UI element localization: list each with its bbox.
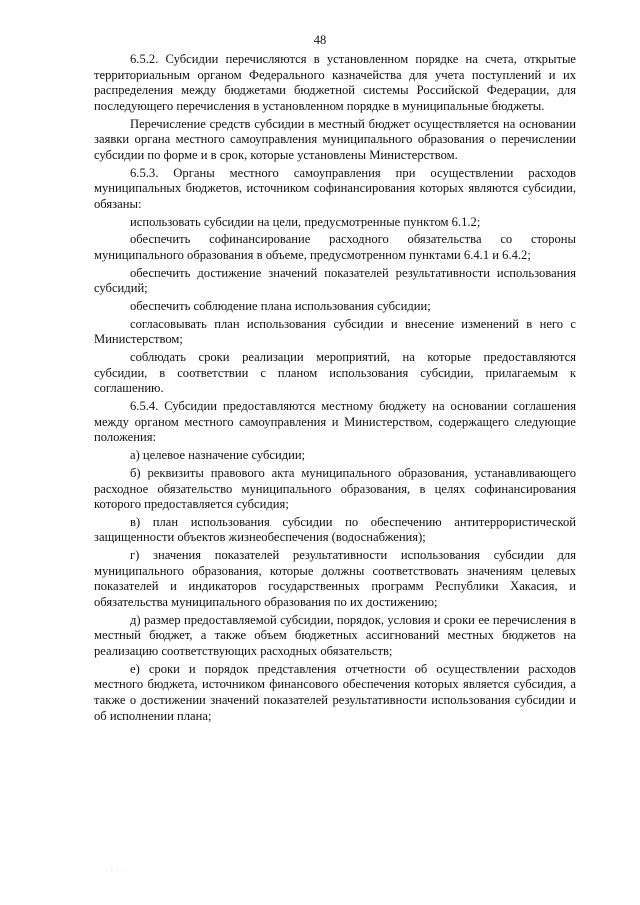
- obligation-item: обеспечить софинансирование расходного обязательства со стороны муниципального образования в объеме, предусмотренном пунктами 6.4.1 и 6.4.2;: [94, 232, 576, 262]
- obligation-item: использовать субсидии на цели, предусмотренные пунктом 6.1.2;: [130, 214, 481, 229]
- paragraph-transfer: Перечисление средств субсидии в местный бюджет осуществляется на основании заявки органа местного самоуправления муниципального образования о перечислении субсидии по форме и в срок, которые установлены Министерством.: [94, 116, 576, 162]
- obligation-item: обеспечить соблюдение плана использования субсидии;: [130, 299, 431, 314]
- agreement-provision: г) значения показателей результативности использования субсидии для муниципального образования, которые должны соответствовать значениям целевых показателей и индикаторов государственных программ Республики Хакасия, и обязательства муниципального образования по их достижению;: [94, 548, 576, 610]
- obligation-item: согласовывать план использования субсидии и внесение изменений в него с Министерством;: [94, 316, 576, 347]
- obligation-item: обеспечить достижение значений показателей результативности использования субсидий;: [94, 265, 576, 296]
- paragraph-6-5-4: 6.5.4. Субсидии предоставляются местному бюджету на основании соглашения между органом местного самоуправления и Министерством, содержащего следующие положения:: [94, 399, 576, 445]
- paragraph-6-5-2: 6.5.2. Субсидии перечисляются в установленном порядке на счета, открытые территориальным органом Федерального казначейства для учета поступлений и их распределения между бюджетами бюджетной системы Российской Федерации, для последующего перечисления в установленном порядке в муниципальные бюджеты.: [94, 52, 576, 113]
- agreement-provision: а) целевое назначение субсидии;: [130, 448, 306, 463]
- scan-noise-mark: · · : · ·: [100, 868, 125, 874]
- paragraph-6-5-3: 6.5.3. Органы местного самоуправления при осуществлении расходов муниципальных бюджетов, источником софинансирования которых являются субсидии, обязаны:: [94, 165, 576, 211]
- agreement-provision: д) размер предоставляемой субсидии, порядок, условия и сроки ее перечисления в местный бюджет, а также объем бюджетных ассигнований местных бюджетов на реализацию соответствующих расходных обязательств;: [94, 612, 576, 658]
- agreement-provision: б) реквизиты правового акта муниципального образования, устанавливающего расходное обязательство муниципального образования, в целях софинансирования которого предоставляется субсидия;: [94, 465, 576, 512]
- page-number: 48: [313, 33, 327, 47]
- obligation-item: соблюдать сроки реализации мероприятий, на которые предоставляются субсидии, в соответствии с планом использования субсидии, прилагаемым к соглашению.: [94, 350, 576, 396]
- agreement-provision: в) план использования субсидии по обеспечению антитеррористической защищенности объектов жизнеобеспечения (водоснабжения);: [94, 514, 576, 545]
- document-body: [94, 52, 576, 726]
- agreement-provision: е) сроки и порядок представления отчетности об осуществлении расходов местного бюджета, источником финансового обеспечения которых является субсидия, а также о достижении значений показателей результативности использования субсидии и об исполнении плана;: [94, 661, 576, 723]
